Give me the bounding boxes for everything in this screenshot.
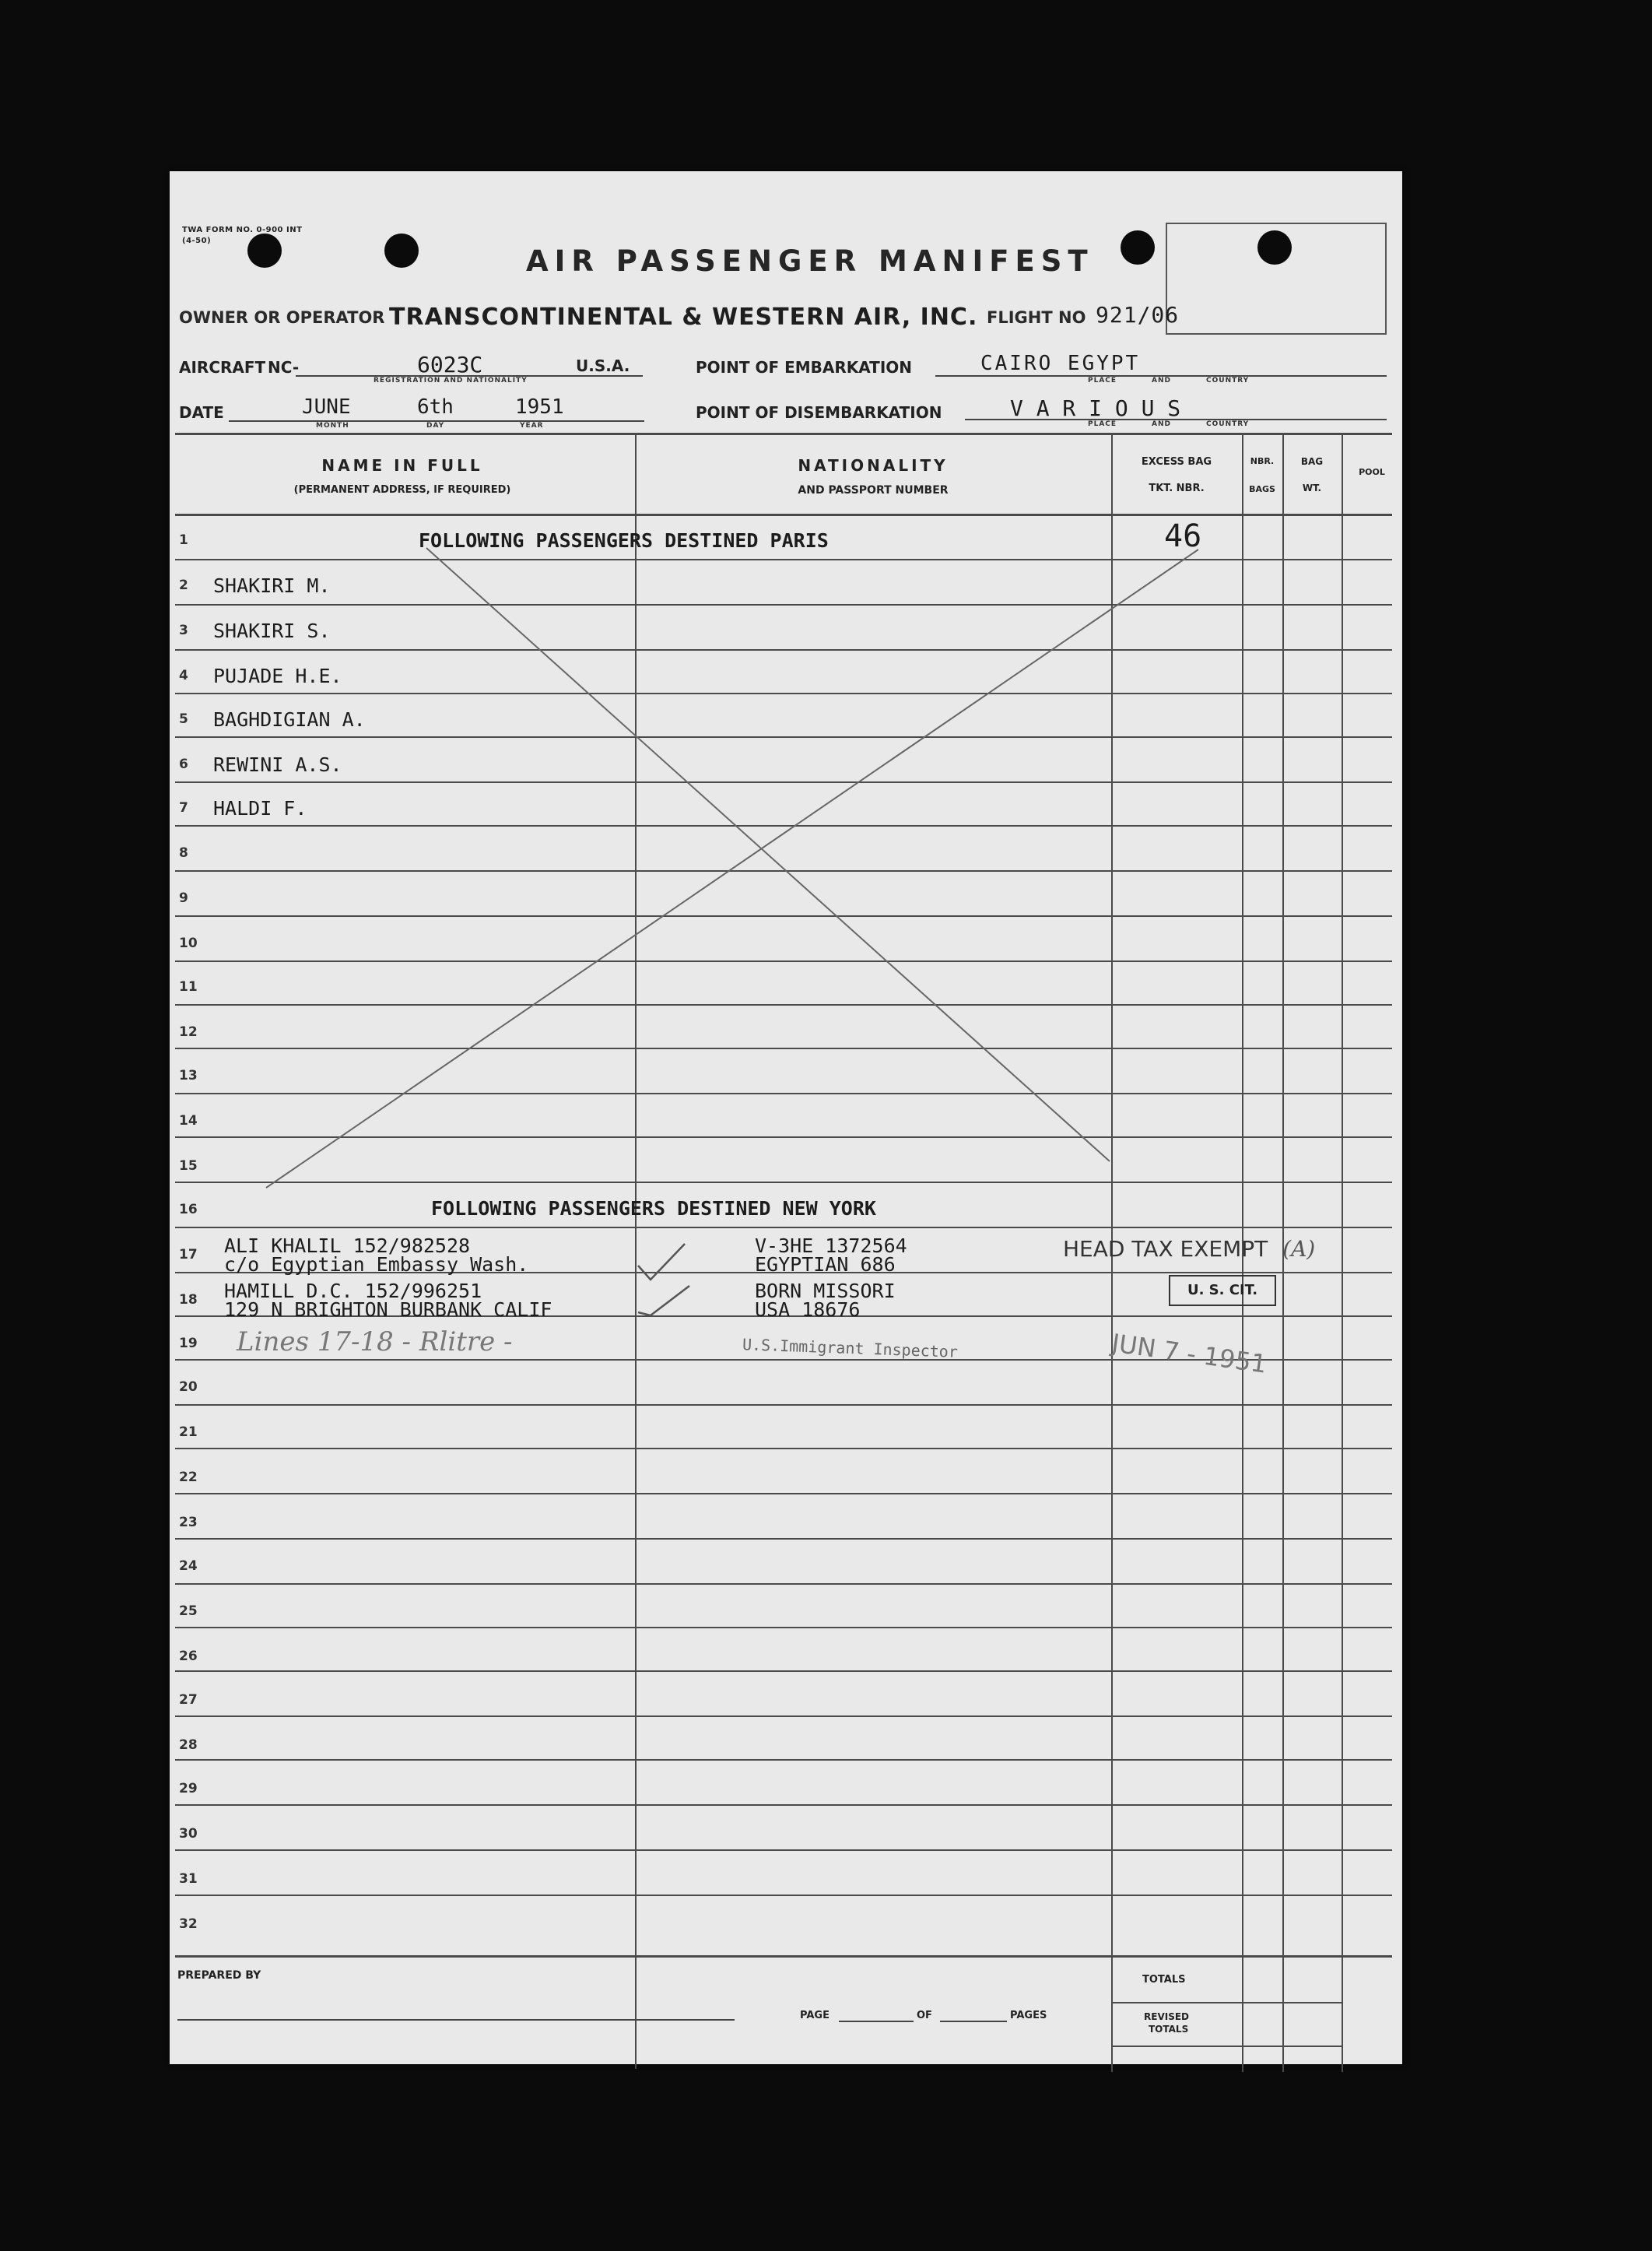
date-year: 1951 — [515, 395, 564, 419]
row-number: 5 — [179, 711, 188, 727]
col-nbr-sub: BAGS — [1249, 484, 1275, 494]
date-label: DATE — [179, 403, 224, 422]
col-excess-head: EXCESS BAG — [1141, 456, 1212, 468]
check-mark — [638, 1286, 689, 1315]
col-name-sub: (PERMANENT ADDRESS, IF REQUIRED) — [293, 484, 511, 496]
passenger-name: PUJADE H.E. — [213, 665, 342, 687]
embark-sub-and: AND — [1152, 377, 1171, 385]
totals-label: TOTALS — [1142, 1974, 1186, 1986]
row-number: 14 — [179, 1113, 198, 1129]
form-edition: (4-50) — [182, 237, 212, 245]
excess-bag-ticket: 46 — [1164, 518, 1202, 554]
disembark-value: V A R I O U S — [1010, 395, 1181, 421]
embark-value: CAIRO EGYPT — [980, 352, 1141, 375]
aircraft-label: AIRCRAFT — [179, 358, 266, 377]
row-number: 19 — [179, 1336, 198, 1351]
inspector-stamp: U.S.Immigrant Inspector — [742, 1335, 959, 1361]
disembark-sub-place: PLACE — [1088, 420, 1117, 428]
col-name-head: NAME IN FULL — [321, 456, 483, 475]
passenger-name: REWINI A.S. — [213, 753, 342, 776]
row-number: 24 — [179, 1558, 198, 1574]
row-number: 4 — [179, 668, 188, 683]
row-number: 2 — [179, 578, 188, 593]
inspector-date-stamp: JUN 7 - 1951 — [1110, 1328, 1269, 1379]
row-number: 21 — [179, 1424, 198, 1440]
row-number: 29 — [179, 1781, 198, 1796]
passenger-address: c/o Egyptian Embassy Wash. — [224, 1253, 529, 1276]
row-number: 6 — [179, 757, 188, 772]
col-bag-sub: WT. — [1302, 483, 1322, 493]
passenger-address: 129 N BRIGHTON BURBANK CALIF — [224, 1298, 552, 1321]
owner-value: TRANSCONTINENTAL & WESTERN AIR, INC. — [389, 304, 978, 331]
aircraft-sub: REGISTRATION AND NATIONALITY — [374, 377, 528, 385]
revised-totals-label-2: TOTALS — [1149, 2024, 1189, 2035]
col-excess-sub: TKT. NBR. — [1149, 483, 1205, 494]
col-nbr-head: NBR. — [1250, 456, 1275, 466]
col-bag-head: BAG — [1300, 456, 1324, 467]
date-sub-day: DAY — [426, 422, 445, 430]
date-day: 6th — [417, 395, 454, 419]
row-number: 1 — [179, 532, 188, 548]
owner-label: OWNER OR OPERATOR — [179, 308, 385, 327]
disembark-label: POINT OF DISEMBARKATION — [696, 403, 942, 422]
passport-number: USA 18676 — [755, 1298, 861, 1321]
row-number: 15 — [179, 1158, 198, 1174]
nationality: BORN MISSORI — [755, 1280, 896, 1302]
embark-label: POINT OF EMBARKATION — [696, 358, 913, 377]
form-number: TWA FORM NO. 0-900 INT — [182, 226, 303, 234]
row-number: 12 — [179, 1024, 198, 1040]
pages-label: PAGES — [1010, 2010, 1047, 2021]
of-label: OF — [917, 2010, 932, 2021]
page-label: PAGE — [800, 2010, 830, 2021]
passenger-name: BAGHDIGIAN A. — [213, 708, 366, 731]
col-pool-head: POOL — [1359, 467, 1385, 477]
passport-number: V-3HE 1372564 — [755, 1234, 907, 1257]
row-number: 17 — [179, 1247, 198, 1262]
flight-value: 921/06 — [1096, 302, 1180, 328]
row-number: 3 — [179, 623, 188, 638]
row-number: 25 — [179, 1603, 198, 1619]
passenger-name: HAMILL D.C. 152/996251 — [224, 1280, 482, 1302]
row-number: 16 — [179, 1202, 198, 1217]
row-number: 23 — [179, 1515, 198, 1530]
embark-sub-country: COUNTRY — [1206, 377, 1250, 385]
paris-group-heading: FOLLOWING PASSENGERS DESTINED PARIS — [419, 529, 829, 552]
row-number: 11 — [179, 979, 198, 995]
passenger-name: ALI KHALIL 152/982528 — [224, 1234, 471, 1257]
nationality: EGYPTIAN 686 — [755, 1253, 896, 1276]
date-sub-month: MONTH — [316, 422, 349, 430]
row-number: 7 — [179, 800, 188, 816]
handwritten-note: Lines 17-18 - Rlitre - — [237, 1326, 513, 1357]
row-number: 26 — [179, 1649, 198, 1664]
row-number: 13 — [179, 1068, 198, 1083]
cross-out-stroke — [426, 548, 1110, 1161]
embark-sub-place: PLACE — [1088, 377, 1117, 385]
pen-marks — [170, 171, 1402, 2064]
passenger-name: SHAKIRI S. — [213, 620, 331, 642]
row-number: 20 — [179, 1379, 198, 1395]
us-cit-text: U. S. CIT. — [1187, 1282, 1258, 1298]
flight-label: FLIGHT NO — [987, 308, 1086, 327]
passenger-name: SHAKIRI M. — [213, 574, 331, 597]
row-number: 10 — [179, 936, 198, 951]
prepared-by-label: PREPARED BY — [177, 1969, 261, 1982]
passenger-name: HALDI F. — [213, 797, 307, 820]
manifest-sheet — [170, 171, 1402, 2064]
col-nat-sub: AND PASSPORT NUMBER — [798, 484, 949, 497]
head-tax-text: HEAD TAX EXEMPT — [1063, 1236, 1268, 1262]
col-nat-head: NATIONALITY — [798, 456, 949, 475]
disembark-sub-and: AND — [1152, 420, 1171, 428]
disembark-sub-country: COUNTRY — [1206, 420, 1250, 428]
row-number: 28 — [179, 1737, 198, 1753]
check-mark — [638, 1244, 685, 1280]
date-sub-year: YEAR — [520, 422, 544, 430]
head-tax-code: (A) — [1282, 1236, 1316, 1262]
cross-out-stroke — [266, 550, 1198, 1188]
revised-totals-label-1: REVISED — [1144, 2011, 1189, 2022]
aircraft-value: 6023C — [417, 352, 483, 378]
row-number: 32 — [179, 1916, 198, 1932]
aircraft-prefix: NC- — [268, 358, 300, 377]
row-number: 27 — [179, 1692, 198, 1708]
row-number: 9 — [179, 890, 188, 906]
aircraft-country: U.S.A. — [576, 356, 630, 375]
row-number: 31 — [179, 1871, 198, 1887]
row-number: 18 — [179, 1292, 198, 1308]
date-month: JUNE — [302, 395, 351, 419]
new-york-group-heading: FOLLOWING PASSENGERS DESTINED NEW YORK — [431, 1197, 876, 1220]
row-number: 22 — [179, 1470, 198, 1485]
page-title: AIR PASSENGER MANIFEST — [526, 244, 1094, 278]
row-number: 8 — [179, 845, 188, 861]
row-number: 30 — [179, 1826, 198, 1842]
